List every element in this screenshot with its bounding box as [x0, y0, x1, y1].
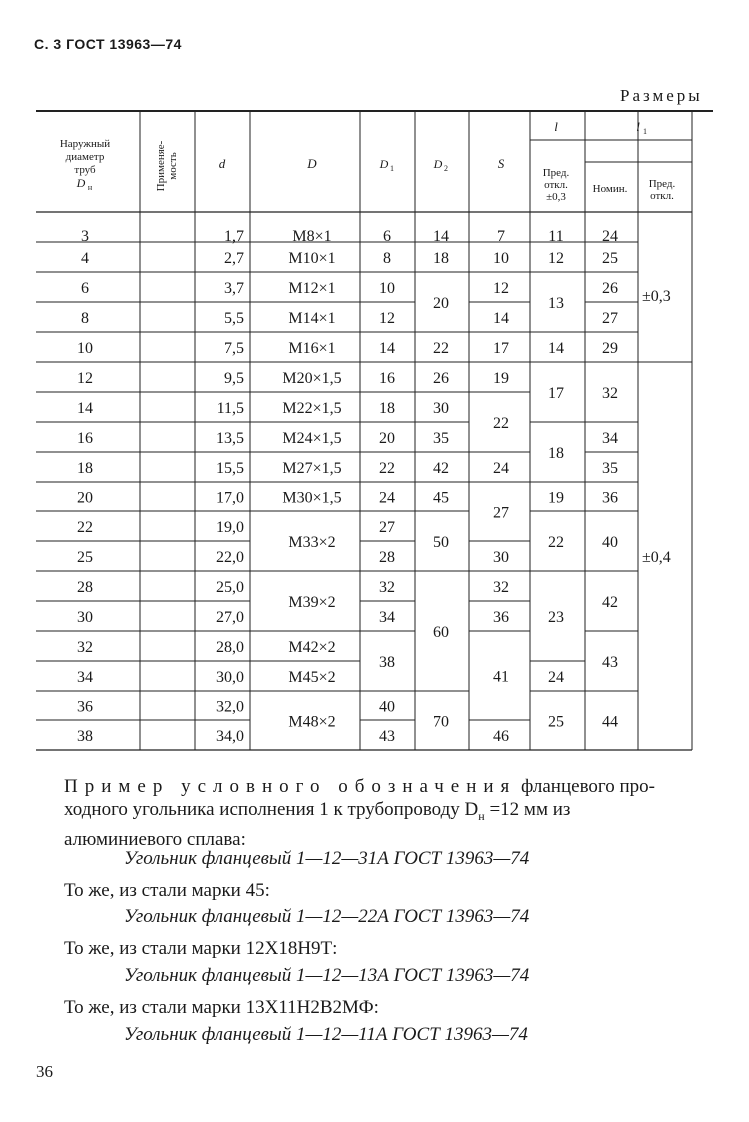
- cell-D1: 12: [379, 310, 395, 327]
- cell-outer-diameter: 30: [77, 609, 93, 626]
- example-intro-spaced: Пример условного обозначения: [64, 776, 517, 797]
- cell-S: 27: [493, 504, 509, 522]
- cell-D1: 32: [379, 579, 395, 596]
- cell-D2: 14: [433, 228, 449, 245]
- cell-d: 34,0: [216, 728, 244, 745]
- header-l1: l: [636, 119, 640, 134]
- cell-D1: 14: [379, 340, 395, 357]
- header-l1-tol-line2: откл.: [650, 190, 674, 202]
- cell-D1: 20: [379, 430, 395, 447]
- cell-D2: 45: [433, 489, 449, 507]
- header-l-tol-line1: Пред.: [542, 167, 570, 179]
- cell-outer-diameter: 8: [81, 310, 89, 327]
- cell-thread-D: M39×2: [288, 594, 336, 611]
- cell-D1: 10: [379, 280, 395, 297]
- header-S: S: [497, 156, 505, 171]
- cell-l1-nom: 27: [602, 310, 618, 327]
- header-dn-symbol: D: [76, 176, 86, 190]
- cell-thread-D: M16×1: [288, 340, 336, 357]
- cell-d: 9,5: [224, 370, 244, 387]
- header-D1: D: [379, 157, 389, 171]
- cell-l1-nom: 35: [602, 460, 618, 477]
- cell-D1: 24: [379, 489, 395, 507]
- cell-S: 10: [493, 250, 509, 267]
- cell-D1: 34: [379, 609, 395, 626]
- cell-l1-nom: 34: [602, 430, 618, 447]
- cell-d: 28,0: [216, 639, 244, 656]
- cell-thread-D: M20×1,5: [282, 370, 342, 387]
- cell-S: 32: [493, 579, 509, 596]
- cell-outer-diameter: 14: [77, 400, 93, 417]
- cell-outer-diameter: 25: [77, 549, 93, 566]
- header-dn-line1: Наружный: [59, 138, 111, 150]
- example-line2-sub: н: [478, 808, 485, 823]
- cell-l1-nom: 36: [602, 489, 618, 507]
- cell-l: 25: [548, 713, 564, 731]
- example-line2-end: =12 мм из: [489, 799, 571, 820]
- cell-outer-diameter: 32: [77, 639, 93, 656]
- cell-outer-diameter: 38: [77, 728, 93, 745]
- example-line2: ходного угольника исполнения 1 к трубопроводу D: [64, 799, 479, 820]
- cell-l1-nom: 40: [602, 534, 618, 551]
- cell-thread-D: M45×2: [288, 669, 336, 686]
- cell-D2: 50: [433, 534, 449, 551]
- cell-D1: 43: [379, 728, 395, 745]
- cell-S: 24: [493, 460, 509, 477]
- cell-d: 1,7: [224, 228, 244, 245]
- cell-thread-D: M22×1,5: [282, 400, 342, 417]
- cell-outer-diameter: 10: [77, 340, 93, 357]
- cell-S: 12: [493, 280, 509, 297]
- header-applicability-line2: мость: [167, 152, 179, 180]
- header-D2-sub: 2: [444, 164, 448, 173]
- cell-l1-tol: ±0,3: [642, 288, 671, 305]
- cell-thread-D: M10×1: [288, 250, 336, 267]
- cell-l: 14: [548, 340, 564, 357]
- cell-l1-nom: 32: [602, 385, 618, 402]
- cell-D1: 40: [379, 698, 395, 716]
- cell-D1: 16: [379, 370, 395, 387]
- cell-S: 19: [493, 370, 509, 387]
- cell-S: 14: [493, 310, 509, 327]
- header-l1-nom: Номин.: [592, 183, 628, 195]
- cell-outer-diameter: 22: [77, 519, 93, 536]
- example-intro-rest: фланцевого про-: [521, 776, 655, 797]
- header-d: d: [218, 156, 226, 171]
- cell-D2: 20: [433, 295, 449, 312]
- cell-D2: 26: [433, 370, 449, 387]
- cell-l1-nom: 29: [602, 340, 618, 357]
- cell-thread-D: M24×1,5: [282, 430, 342, 447]
- page-number: 36: [36, 1062, 53, 1081]
- cell-S: 22: [493, 415, 509, 432]
- cell-S: 17: [493, 340, 509, 357]
- cell-thread-D: M8×1: [292, 228, 332, 245]
- cell-l: 13: [548, 295, 564, 312]
- cell-D1: 22: [379, 460, 395, 477]
- designation-2: Угольник фланцевый 1—12—22А ГОСТ 13963—74: [124, 906, 530, 927]
- cell-D2: 60: [433, 624, 449, 641]
- cell-thread-D: M27×1,5: [282, 460, 342, 477]
- cell-S: 7: [497, 228, 505, 245]
- cell-l: 23: [548, 609, 564, 626]
- cell-outer-diameter: 28: [77, 579, 93, 596]
- cell-d: 19,0: [216, 519, 244, 536]
- cell-l1-tol: ±0,4: [642, 549, 671, 566]
- cell-thread-D: M33×2: [288, 534, 336, 551]
- header-dn-line3: труб: [74, 164, 96, 176]
- cell-thread-D: M12×1: [288, 280, 336, 297]
- cell-d: 11,5: [216, 400, 244, 417]
- cell-l1-nom: 43: [602, 654, 618, 671]
- cell-outer-diameter: 6: [81, 280, 89, 297]
- cell-D2: 30: [433, 400, 449, 417]
- cell-l: 24: [548, 669, 564, 686]
- cell-S: 30: [493, 549, 509, 566]
- header-l-tol-line2: откл.: [544, 179, 568, 191]
- cell-l1-nom: 26: [602, 280, 618, 297]
- cell-D1: 28: [379, 549, 395, 566]
- same-material-1: То же, из стали марки 45:: [64, 880, 270, 901]
- cell-outer-diameter: 12: [77, 370, 93, 387]
- cell-outer-diameter: 16: [77, 430, 93, 447]
- same-material-2: То же, из стали марки 12Х18Н9Т:: [64, 938, 338, 959]
- designation-3: Угольник фланцевый 1—12—13А ГОСТ 13963—74: [124, 965, 530, 986]
- header-D: D: [307, 156, 317, 171]
- same-material-3: То же, из стали марки 13Х11Н2В2МФ:: [64, 997, 379, 1018]
- cell-d: 7,5: [224, 340, 244, 357]
- cell-d: 30,0: [216, 669, 244, 686]
- cell-thread-D: M48×2: [288, 713, 336, 731]
- example-line3: алюминиевого сплава:: [64, 828, 246, 850]
- cell-d: 5,5: [224, 310, 244, 327]
- cell-D1: 18: [379, 400, 395, 417]
- units-caption: Размеры: [620, 86, 703, 105]
- cell-l1-nom: 42: [602, 594, 618, 611]
- cell-l1-nom: 25: [602, 250, 618, 267]
- cell-D1: 8: [383, 250, 391, 267]
- cell-outer-diameter: 20: [77, 489, 93, 507]
- cell-D2: 35: [433, 430, 449, 447]
- header-applicability-line1: Применяе-: [155, 140, 167, 192]
- header-l-tol-line3: ±0,3: [546, 191, 566, 203]
- cell-D1: 38: [379, 654, 395, 671]
- designation-4: Угольник фланцевый 1—12—11А ГОСТ 13963—74: [124, 1024, 528, 1045]
- header-D1-sub: 1: [390, 164, 394, 173]
- cell-outer-diameter: 18: [77, 460, 93, 477]
- cell-outer-diameter: 34: [77, 669, 93, 686]
- cell-d: 17,0: [216, 489, 244, 507]
- cell-outer-diameter: 4: [81, 250, 89, 267]
- header-l1-tol-line1: Пред.: [648, 178, 676, 190]
- cell-S: 41: [493, 668, 509, 686]
- cell-d: 3,7: [224, 280, 244, 297]
- cell-S: 36: [493, 609, 509, 626]
- cell-outer-diameter: 36: [77, 698, 93, 716]
- cell-l: 12: [548, 250, 564, 267]
- page-header: С. 3 ГОСТ 13963—74: [34, 36, 182, 52]
- cell-d: 15,5: [216, 460, 244, 477]
- cell-d: 2,7: [224, 250, 244, 267]
- cell-thread-D: M42×2: [288, 639, 336, 656]
- cell-d: 27,0: [216, 609, 244, 626]
- cell-d: 25,0: [216, 579, 244, 596]
- designation-1: Угольник фланцевый 1—12—31А ГОСТ 13963—74: [124, 848, 530, 869]
- cell-outer-diameter: 3: [81, 228, 89, 245]
- cell-D2: 70: [433, 713, 449, 731]
- header-D2: D: [433, 157, 443, 171]
- cell-D1: 6: [383, 228, 391, 245]
- cell-l: 18: [548, 445, 564, 462]
- cell-d: 22,0: [216, 549, 244, 566]
- cell-S: 46: [493, 728, 509, 745]
- cell-D1: 27: [379, 519, 395, 536]
- example-paragraph: [64, 775, 692, 851]
- cell-thread-D: M30×1,5: [282, 489, 342, 507]
- cell-l: 19: [548, 489, 564, 507]
- header-l1-sub: 1: [643, 127, 647, 136]
- cell-D2: 42: [433, 460, 449, 477]
- header-dn-sub: н: [87, 183, 93, 192]
- header-dn-line2: диаметр: [65, 151, 105, 163]
- cell-D2: 22: [433, 340, 449, 357]
- cell-l1-nom: 44: [602, 713, 618, 731]
- cell-d: 13,5: [216, 430, 244, 447]
- cell-l1-nom: 24: [602, 228, 618, 245]
- cell-D2: 18: [433, 250, 449, 267]
- cell-l: 22: [548, 534, 564, 551]
- cell-l: 17: [548, 385, 564, 402]
- cell-l: 11: [548, 228, 564, 245]
- header-l: l: [554, 119, 558, 134]
- cell-d: 32,0: [216, 698, 244, 716]
- cell-thread-D: M14×1: [288, 310, 336, 327]
